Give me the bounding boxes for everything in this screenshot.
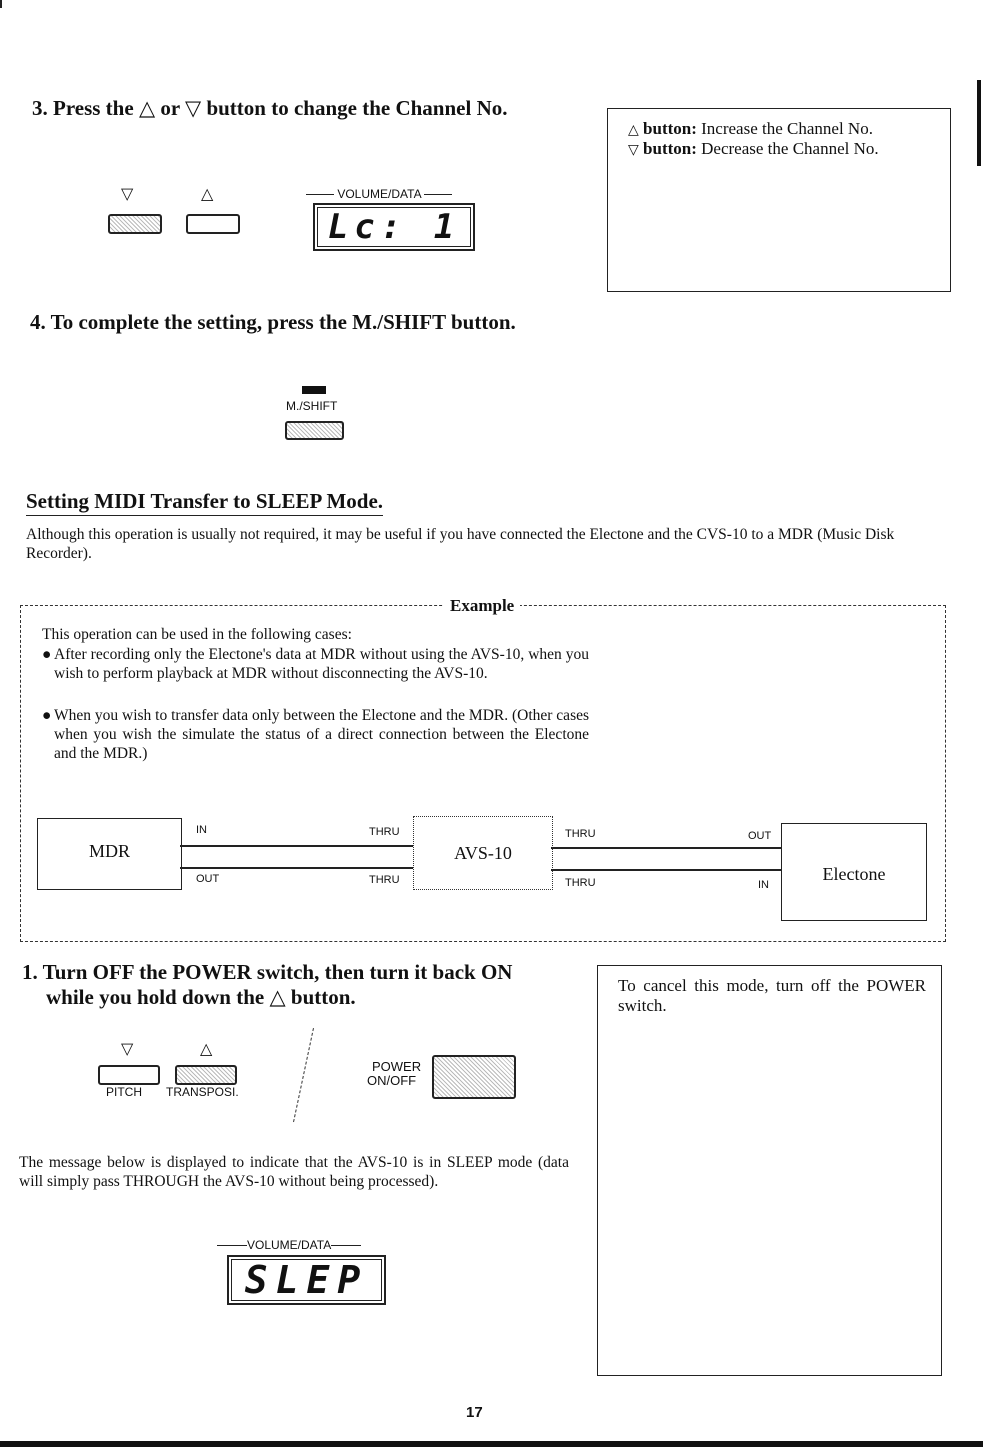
up-button[interactable] [186,214,240,234]
example-label: Example [444,596,520,616]
example-bullet-1: ● After recording only the Electone's data at MDR without using the AVS-10, when you wish to perform playback at MDR without disconnecting the AVS-10. [42,646,589,682]
pitch-label: PITCH [106,1085,142,1099]
power-label: POWER [372,1059,422,1074]
step1-heading: 1. Turn OFF the POWER switch, then turn it back ON while you hold down the △ button. [22,960,513,1009]
pitch-button[interactable] [98,1065,160,1085]
mdr-out-label: OUT [196,873,220,885]
onoff-label: ON/OFF [367,1073,417,1088]
avs-thru-left-top: THRU [369,826,400,838]
power-switch[interactable] [432,1055,516,1099]
step3-up-label: △ [201,186,214,203]
volume-data-label: VOLUME/DATA [306,187,452,201]
down-button[interactable] [108,214,162,234]
transpose-button[interactable] [175,1065,237,1085]
mdr-in-label: IN [196,824,207,836]
cable-electone-out [551,847,781,849]
slash-divider [293,1028,315,1122]
avs-box: AVS-10 [413,816,553,890]
avs-thru-right-bottom: THRU [565,877,596,889]
example-intro: This operation can be used in the following cases: [42,626,352,643]
mshift-button[interactable] [285,421,344,440]
step1-note-box: To cancel this mode, turn off the POWER switch. [597,965,942,1376]
sleep-display: SLEP [227,1255,386,1305]
led-indicator [302,386,326,394]
example-bullet-2: ● When you wish to transfer data only between the Electone and the MDR. (Other cases when you wish the simulate the status of a direct connection between the Electone and the MDR.) [42,707,590,762]
avs-thru-left-bottom: THRU [369,874,400,886]
electone-in-label: IN [758,879,769,891]
note-decrease: ▽ button: Decrease the Channel No. [628,139,879,158]
bottom-bar [0,1441,983,1447]
cable-mdr-in [180,845,413,847]
note-increase: △ button: Increase the Channel No. [628,119,873,138]
step3-heading: 3. Press the △ or ▽ button to change the Channel No. [32,96,508,120]
corner-mark [0,0,2,8]
mshift-label: M./SHIFT [286,399,338,413]
cable-mdr-out [180,867,413,869]
electone-box: Electone [781,823,927,921]
margin-bar [977,80,981,166]
transpose-label: TRANSPOSI. [166,1085,239,1099]
channel-display: Lc: 1 [313,203,475,251]
page-number: 17 [466,1404,483,1421]
step1-down-label: ▽ [121,1041,134,1058]
step4-heading: 4. To complete the setting, press the M./SHIFT button. [30,310,516,334]
cable-electone-in [551,869,781,871]
sleep-volume-data-label: VOLUME/DATA [217,1238,361,1252]
step3-down-label: ▽ [121,186,134,203]
avs-thru-right-top: THRU [565,828,596,840]
step3-note-box [607,108,951,292]
section-intro: Although this operation is usually not required, it may be useful if you have connected the Electone and the CVS-10 to a MDR (Music Disk Recorder). [26,526,895,562]
electone-out-label: OUT [748,830,772,842]
section-title: Setting MIDI Transfer to SLEEP Mode. [26,489,383,516]
sleep-message: The message below is displayed to indicate that the AVS-10 is in SLEEP mode (data will simply pass THROUGH the AVS-10 without being processed). [19,1154,569,1190]
mdr-box: MDR [37,818,182,890]
step1-up-label: △ [200,1041,213,1058]
